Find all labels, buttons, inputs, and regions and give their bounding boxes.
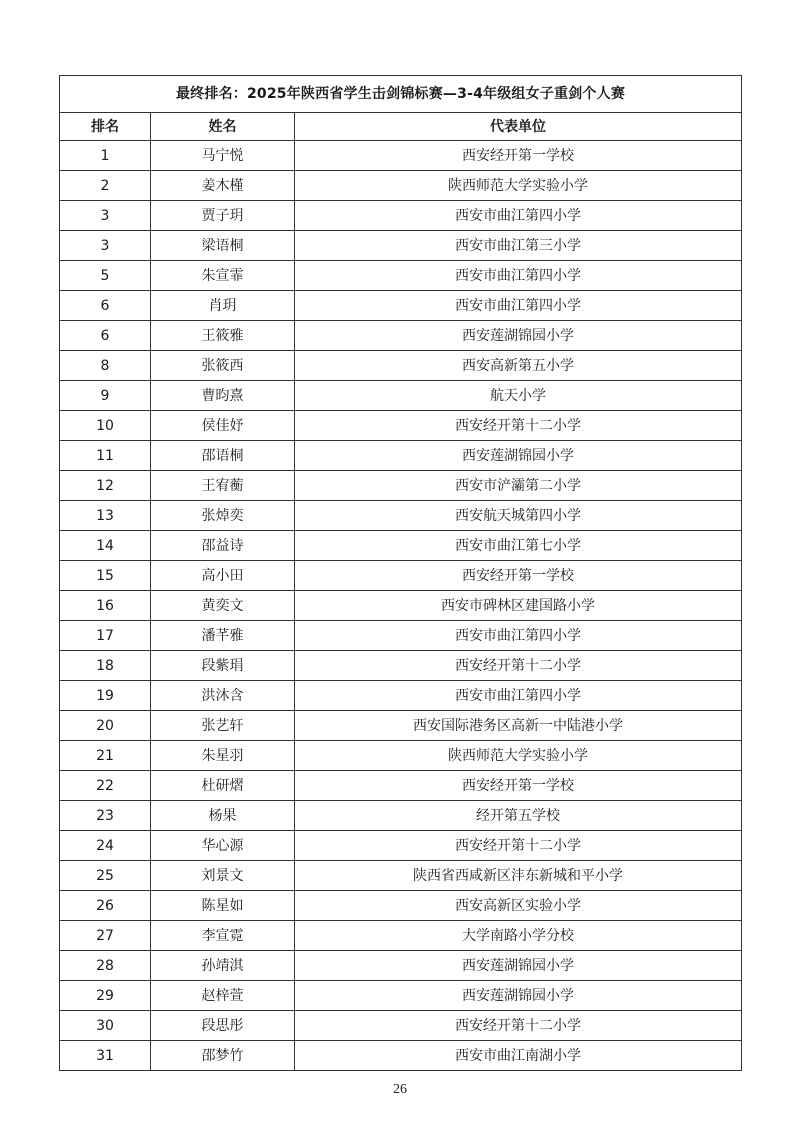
org-column-header: 代表单位	[295, 113, 742, 141]
rank-cell: 31	[60, 1041, 151, 1071]
rank-cell: 16	[60, 591, 151, 621]
rank-cell: 9	[60, 381, 151, 411]
name-cell: 张筱西	[151, 351, 295, 381]
org-cell: 西安市曲江第四小学	[295, 201, 742, 231]
name-cell: 王宥蘅	[151, 471, 295, 501]
name-cell: 侯佳妤	[151, 411, 295, 441]
table-row	[60, 861, 742, 891]
name-cell: 张焯奕	[151, 501, 295, 531]
rank-cell: 3	[60, 201, 151, 231]
org-cell: 西安高新区实验小学	[295, 891, 742, 921]
org-cell: 西安莲湖锦园小学	[295, 951, 742, 981]
name-cell: 曹昀熹	[151, 381, 295, 411]
table-row	[60, 381, 742, 411]
name-cell: 姜木槿	[151, 171, 295, 201]
rank-column-header: 排名	[60, 113, 151, 141]
name-cell: 肖玥	[151, 291, 295, 321]
name-cell: 杨果	[151, 801, 295, 831]
table-row	[60, 291, 742, 321]
org-cell: 陕西省西咸新区沣东新城和平小学	[295, 861, 742, 891]
org-cell: 西安莲湖锦园小学	[295, 321, 742, 351]
table-row	[60, 951, 742, 981]
header-row	[60, 113, 742, 141]
org-cell: 西安国际港务区高新一中陆港小学	[295, 711, 742, 741]
rank-cell: 29	[60, 981, 151, 1011]
table-row	[60, 201, 742, 231]
org-cell: 西安市浐灞第二小学	[295, 471, 742, 501]
name-cell: 朱星羽	[151, 741, 295, 771]
org-cell: 西安莲湖锦园小学	[295, 441, 742, 471]
rank-cell: 1	[60, 141, 151, 171]
table-row	[60, 681, 742, 711]
table-row	[60, 261, 742, 291]
rank-cell: 10	[60, 411, 151, 441]
table-row	[60, 1011, 742, 1041]
org-cell: 西安市曲江第四小学	[295, 261, 742, 291]
org-cell: 航天小学	[295, 381, 742, 411]
name-cell: 陈星如	[151, 891, 295, 921]
table-row	[60, 831, 742, 861]
results-table	[59, 75, 742, 1071]
table-body	[60, 141, 742, 1071]
table-row	[60, 801, 742, 831]
org-cell: 西安莲湖锦园小学	[295, 981, 742, 1011]
name-cell: 张艺轩	[151, 711, 295, 741]
table-row	[60, 471, 742, 501]
org-cell: 西安高新第五小学	[295, 351, 742, 381]
rank-cell: 27	[60, 921, 151, 951]
table-row	[60, 591, 742, 621]
table-row	[60, 411, 742, 441]
rank-cell: 6	[60, 291, 151, 321]
name-cell: 赵梓萱	[151, 981, 295, 1011]
rank-cell: 25	[60, 861, 151, 891]
table-row	[60, 711, 742, 741]
rank-cell: 30	[60, 1011, 151, 1041]
name-cell: 梁语桐	[151, 231, 295, 261]
table-row	[60, 921, 742, 951]
rank-cell: 17	[60, 621, 151, 651]
rank-cell: 5	[60, 261, 151, 291]
org-cell: 西安经开第十二小学	[295, 1011, 742, 1041]
org-cell: 西安经开第一学校	[295, 561, 742, 591]
org-cell: 陕西师范大学实验小学	[295, 741, 742, 771]
rank-cell: 2	[60, 171, 151, 201]
rank-cell: 3	[60, 231, 151, 261]
table-row	[60, 141, 742, 171]
rank-cell: 23	[60, 801, 151, 831]
org-cell: 西安经开第十二小学	[295, 411, 742, 441]
name-cell: 马宁悦	[151, 141, 295, 171]
rank-cell: 21	[60, 741, 151, 771]
table-row	[60, 651, 742, 681]
org-cell: 西安市碑林区建国路小学	[295, 591, 742, 621]
org-cell: 西安市曲江第七小学	[295, 531, 742, 561]
table-row	[60, 531, 742, 561]
table-row	[60, 351, 742, 381]
rank-cell: 12	[60, 471, 151, 501]
table-row	[60, 561, 742, 591]
rank-cell: 14	[60, 531, 151, 561]
table-title: 最终排名：2025年陕西省学生击剑锦标赛—3-4年级组女子重剑个人赛	[60, 76, 742, 113]
name-cell: 高小田	[151, 561, 295, 591]
name-cell: 朱宣霏	[151, 261, 295, 291]
table-row	[60, 231, 742, 261]
table-row	[60, 891, 742, 921]
name-cell: 贾子玥	[151, 201, 295, 231]
name-cell: 潘芊雅	[151, 621, 295, 651]
org-cell: 西安经开第十二小学	[295, 831, 742, 861]
table-row	[60, 1041, 742, 1071]
name-cell: 孙靖淇	[151, 951, 295, 981]
rank-cell: 24	[60, 831, 151, 861]
name-cell: 邵益诗	[151, 531, 295, 561]
org-cell: 西安市曲江第四小学	[295, 291, 742, 321]
name-cell: 刘景文	[151, 861, 295, 891]
name-cell: 段紫琄	[151, 651, 295, 681]
org-cell: 西安市曲江南湖小学	[295, 1041, 742, 1071]
page-number: 26	[393, 1082, 407, 1097]
rank-cell: 11	[60, 441, 151, 471]
rank-cell: 20	[60, 711, 151, 741]
table-row	[60, 501, 742, 531]
table-row	[60, 441, 742, 471]
rank-cell: 13	[60, 501, 151, 531]
name-cell: 华心源	[151, 831, 295, 861]
org-cell: 西安经开第十二小学	[295, 651, 742, 681]
name-cell: 黄奕文	[151, 591, 295, 621]
table-row	[60, 171, 742, 201]
org-cell: 西安市曲江第三小学	[295, 231, 742, 261]
org-cell: 经开第五学校	[295, 801, 742, 831]
rank-cell: 22	[60, 771, 151, 801]
rank-cell: 18	[60, 651, 151, 681]
org-cell: 陕西师范大学实验小学	[295, 171, 742, 201]
org-cell: 西安市曲江第四小学	[295, 681, 742, 711]
name-cell: 邵语桐	[151, 441, 295, 471]
rank-cell: 26	[60, 891, 151, 921]
org-cell: 西安市曲江第四小学	[295, 621, 742, 651]
name-column-header: 姓名	[151, 113, 295, 141]
rank-cell: 19	[60, 681, 151, 711]
name-cell: 洪沐含	[151, 681, 295, 711]
rank-cell: 8	[60, 351, 151, 381]
table-row	[60, 771, 742, 801]
rank-cell: 15	[60, 561, 151, 591]
name-cell: 王筱雅	[151, 321, 295, 351]
table-row	[60, 321, 742, 351]
name-cell: 段思彤	[151, 1011, 295, 1041]
org-cell: 西安航天城第四小学	[295, 501, 742, 531]
name-cell: 李宣霓	[151, 921, 295, 951]
org-cell: 西安经开第一学校	[295, 771, 742, 801]
table-row	[60, 981, 742, 1011]
org-cell: 大学南路小学分校	[295, 921, 742, 951]
table-row	[60, 741, 742, 771]
org-cell: 西安经开第一学校	[295, 141, 742, 171]
table-row	[60, 621, 742, 651]
name-cell: 杜研熠	[151, 771, 295, 801]
rank-cell: 6	[60, 321, 151, 351]
rank-cell: 28	[60, 951, 151, 981]
name-cell: 邵梦竹	[151, 1041, 295, 1071]
title-row	[60, 76, 742, 113]
